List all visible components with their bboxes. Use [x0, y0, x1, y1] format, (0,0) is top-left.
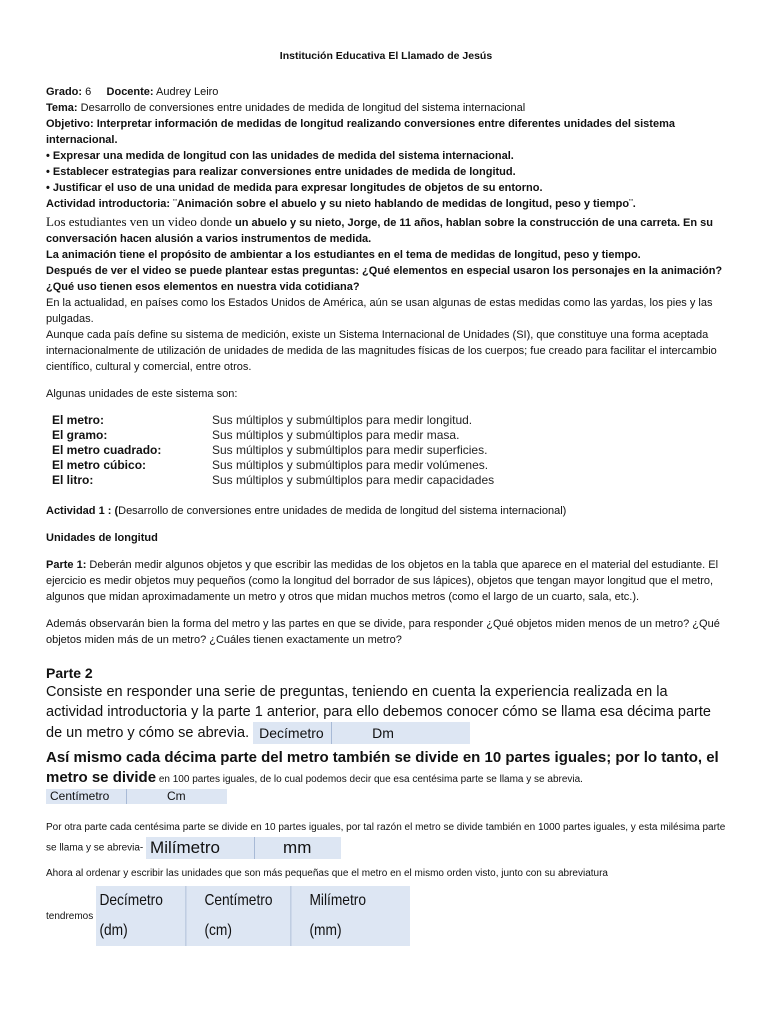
tema-line — [46, 100, 726, 116]
video-paragraph — [46, 214, 726, 247]
answer-cell: mm — [283, 838, 312, 857]
unit-desc: Sus múltiplos y submúltiplos para medir volúmenes. — [212, 458, 489, 472]
bullet-2: • Establecer estrategias para realizar conversiones entre unidades de medida de longitud. — [46, 166, 516, 178]
answer-cell: Milímetro (mm) — [309, 892, 367, 939]
answer-cell: Decímetro — [253, 722, 332, 744]
tendremos-text: tendremos — [46, 910, 94, 922]
docente-label: Docente: — [106, 86, 154, 98]
unit-row — [52, 443, 726, 458]
actividad1-line — [46, 503, 726, 519]
centimetro-answer-row — [46, 788, 726, 804]
answer-cell: Centímetro — [46, 789, 127, 804]
unit-name: El metro: — [52, 413, 105, 427]
algunas-unidades: Algunas unidades de este sistema son: — [46, 388, 238, 400]
tema-value: Desarrollo de conversiones entre unidades de medida de longitud del sistema internacional — [80, 102, 526, 114]
unit-desc: Sus múltiplos y submúltiplos para medir superficies. — [212, 443, 488, 457]
parte1-text: Deberán medir algunos objetos y que escribir las medidas de los objetos en la tabla que aparece en el material del estudiante. El ejercicio es medir objetos muy pequeños (como la longitud del borrador de sus lápices), objetos que tengan mayor longitud que el metro, algunos que midan aproximadamente un metro y otros que midan muchos metros (como el largo de un cuarto, sala, etc.). — [46, 559, 719, 603]
actividad-introductoria: Actividad introductoria: ¨Animación sobre el abuelo y su nieto hablando de medidas de longitud, peso y tiempo¨. — [46, 198, 636, 210]
objetivo: Objetivo: Interpretar información de medidas de longitud realizando conversiones entre diferentes unidades del sistema internacional. — [46, 118, 675, 146]
grado-docente-line — [46, 84, 726, 100]
bullet-3: • Justificar el uso de una unidad de medida para expresar longitudes de objetos de su entorno. — [46, 182, 543, 194]
actividad1-rest: Desarrollo de conversiones entre unidades de medida de longitud del sistema internacional) — [118, 505, 567, 517]
asimismo-big-text: Así mismo cada décima parte del metro también se divide en 10 partes iguales; por lo tanto, el metro se divide — [46, 749, 719, 786]
unidades-longitud-heading: Unidades de longitud — [46, 532, 158, 544]
unit-row — [52, 473, 726, 488]
answer-cell: Decímetro (dm) — [96, 886, 186, 946]
grado-value: 6 — [85, 86, 92, 98]
consiste-text: Consiste en responder una serie de preguntas, teniendo en cuenta la experiencia realizada en la actividad introductoria y la parte 1 anterior, para ello debemos conocer cómo se llama esa décima parte de un metro y cómo se abrevia. — [46, 684, 711, 741]
unit-row — [52, 428, 726, 443]
parte1-paragraph — [46, 557, 726, 605]
institution-title: Institución Educativa El Llamado de Jesús — [279, 50, 493, 62]
asimismo-small-text: en 100 partes iguales, de lo cual podemos decir que esa centésima parte se llama y se abrevia. — [156, 774, 583, 785]
units-list — [52, 413, 726, 488]
video-rest-text: un abuelo y su nieto, Jorge, de 11 años, hablan sobre la construcción de una carreta. En su conversación hacen alusión a varios instrumentos de medida. — [46, 217, 714, 245]
bullet-1: • Expresar una medida de longitud con las unidades de medida del sistema internacional. — [46, 150, 514, 162]
preguntas-paragraph: Después de ver el video se puede plantear estas preguntas: ¿Qué elementos en especial usaron los personajes en la animación? ¿Qué uso tienen esos elementos en nuestra vida cotidiana? — [46, 265, 723, 293]
unit-desc: Sus múltiplos y submúltiplos para medir longitud. — [212, 413, 473, 427]
decimetro-answer-box — [253, 722, 470, 744]
si-paragraph: Aunque cada país define su sistema de medición, existe un Sistema Internacional de Unidades (SI), que constituye una forma aceptada internacionalmente de utilización de unidades de medida de las magnitudes físicas de los cuerpos; fue creado para facilitar el intercambio científico, cultural y comercial, entre otros. — [46, 329, 717, 373]
unit-name: El metro cúbico: — [52, 458, 147, 472]
centimetro-answer-box — [46, 789, 227, 804]
ahora-paragraph: Ahora al ordenar y escribir las unidades que son más pequeñas que el metro en el mismo orden visto, junto con su abreviatura — [46, 868, 608, 879]
animacion-paragraph: La animación tiene el propósito de ambientar a los estudiantes en el tema de medidas de longitud, peso y tiempo. — [46, 249, 641, 261]
consiste-paragraph — [46, 682, 726, 744]
answer-cell: Milímetro — [146, 837, 255, 859]
unit-desc: Sus múltiplos y submúltiplos para medir masa. — [212, 428, 460, 442]
docente-value: Audrey Leiro — [156, 86, 219, 98]
asimismo-paragraph — [46, 748, 726, 788]
actualidad-paragraph: En la actualidad, en países como los Estados Unidos de América, aún se usan algunas de estas medidas como las yardas, los pies y las pulgadas. — [46, 297, 713, 325]
unit-row — [52, 413, 726, 428]
unit-name: El gramo: — [52, 428, 108, 442]
ademas-paragraph: Además observarán bien la forma del metro y las partes en que se divide, para responder ¿Qué objetos miden menos de un metro? ¿Qué objetos miden más de un metro? ¿Cuáles tienen exactamente un metro? — [46, 618, 720, 646]
milimetro-answer-box — [146, 837, 341, 859]
unit-name: El metro cuadrado: — [52, 443, 162, 457]
parte2-heading: Parte 2 — [46, 665, 93, 681]
unit-row — [52, 458, 726, 473]
document-page — [46, 48, 726, 946]
grado-label: Grado: — [46, 86, 83, 98]
answer-cell: Cm — [167, 788, 186, 803]
parte1-label: Parte 1: — [46, 559, 87, 571]
porotra-paragraph — [46, 819, 726, 859]
unit-name: El litro: — [52, 473, 94, 487]
tema-label: Tema: — [46, 102, 78, 114]
tendremos-row — [46, 886, 726, 946]
porotra-text: Por otra parte cada centésima parte se divide en 10 partes iguales, por tal razón el metro se divide también en 1000 partes iguales, y esta milésima parte se llama y se abrevia- — [46, 822, 726, 854]
unit-desc: Sus múltiplos y submúltiplos para medir capacidades — [212, 473, 495, 487]
video-serif-text: Los estudiantes ven un video donde — [46, 214, 232, 229]
answer-cell: Centímetro (cm) — [201, 886, 291, 946]
answer-cell: Dm — [372, 725, 394, 741]
actividad1-label: Actividad 1 : ( — [46, 505, 119, 517]
units-order-box — [96, 886, 410, 946]
